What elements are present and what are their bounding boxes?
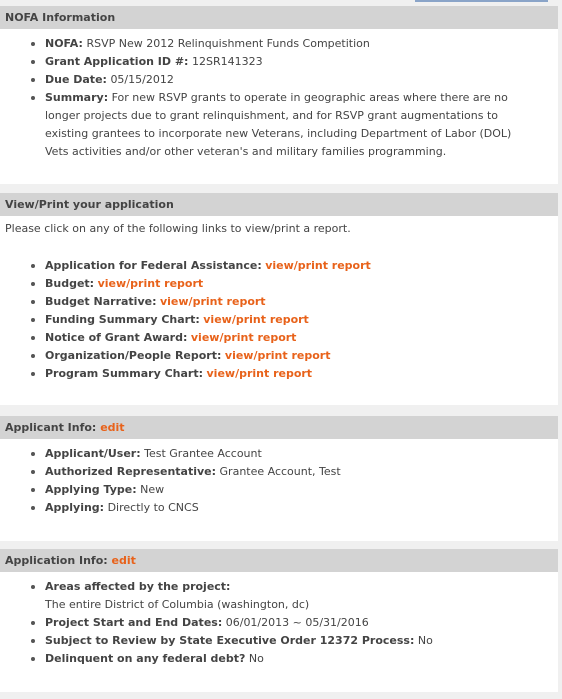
report-item-federal-assistance bbox=[0, 257, 558, 275]
report-item-program-summary bbox=[0, 365, 558, 383]
executive-order-value: No bbox=[417, 634, 433, 647]
application-header bbox=[0, 549, 558, 572]
applying-type-value: New bbox=[140, 483, 165, 496]
applicant-user-label: Applicant/User: bbox=[45, 447, 141, 460]
view-print-federal-assistance-link[interactable]: view/print report bbox=[265, 259, 371, 272]
applicant-section bbox=[0, 416, 558, 541]
summary-line-4: Vets activities and/or other veteran's and military families programming. bbox=[45, 145, 447, 158]
report-label: Notice of Grant Award: bbox=[45, 331, 188, 344]
due-date-item bbox=[0, 71, 558, 89]
application-list-2 bbox=[0, 614, 558, 668]
areas-affected-value: The entire District of Columbia (washington, dc) bbox=[45, 598, 310, 611]
delinquent-debt-item bbox=[0, 650, 558, 668]
summary-label: Summary: bbox=[45, 91, 109, 104]
report-label: Application for Federal Assistance: bbox=[45, 259, 262, 272]
applicant-header-title: Applicant Info: bbox=[5, 421, 97, 434]
areas-affected-label: Areas affected by the project: bbox=[45, 580, 231, 593]
nofa-list bbox=[0, 35, 558, 161]
executive-order-label: Subject to Review by State Executive Order 12372 Process: bbox=[45, 634, 415, 647]
applying-type-label: Applying Type: bbox=[45, 483, 137, 496]
delinquent-debt-label: Delinquent on any federal debt? bbox=[45, 652, 246, 665]
nofa-header: NOFA Information bbox=[0, 6, 558, 29]
top-tab-indicator bbox=[415, 0, 548, 2]
nofa-section bbox=[0, 6, 558, 184]
grant-id-item bbox=[0, 53, 558, 71]
applicant-list bbox=[0, 445, 558, 517]
authorized-rep-item bbox=[0, 463, 558, 481]
report-list bbox=[0, 257, 558, 383]
due-date-value: 05/15/2012 bbox=[110, 73, 174, 86]
view-print-organization-people-link[interactable]: view/print report bbox=[224, 349, 331, 362]
project-dates-label: Project Start and End Dates: bbox=[45, 616, 223, 629]
view-print-intro: Please click on any of the following links to view/print a report. bbox=[5, 222, 351, 235]
view-print-header: View/Print your application bbox=[0, 193, 558, 216]
nofa-label: NOFA: bbox=[45, 37, 83, 50]
report-label: Budget: bbox=[45, 277, 95, 290]
applying-item bbox=[0, 499, 558, 517]
executive-order-item bbox=[0, 632, 558, 650]
applying-value: Directly to CNCS bbox=[107, 501, 199, 514]
report-label: Organization/People Report: bbox=[45, 349, 222, 362]
application-section bbox=[0, 549, 558, 692]
nofa-value: RSVP New 2012 Relinquishment Funds Competition bbox=[86, 37, 370, 50]
due-date-label: Due Date: bbox=[45, 73, 107, 86]
project-dates-value: 06/01/2013 ~ 05/31/2016 bbox=[225, 616, 369, 629]
applying-label: Applying: bbox=[45, 501, 105, 514]
application-edit-link[interactable]: edit bbox=[111, 554, 136, 567]
grant-id-value: 12SR141323 bbox=[191, 55, 263, 68]
delinquent-debt-value: No bbox=[248, 652, 264, 665]
view-print-budget-narrative-link[interactable]: view/print report bbox=[159, 295, 266, 308]
report-label: Program Summary Chart: bbox=[45, 367, 203, 380]
application-list bbox=[0, 578, 558, 596]
applicant-edit-link[interactable]: edit bbox=[100, 421, 125, 434]
summary-item bbox=[0, 89, 558, 161]
applying-type-item bbox=[0, 481, 558, 499]
view-print-section bbox=[0, 193, 558, 405]
report-label: Funding Summary Chart: bbox=[45, 313, 200, 326]
grant-id-label: Grant Application ID #: bbox=[45, 55, 189, 68]
summary-line-1: For new RSVP grants to operate in geographic areas where there are no bbox=[111, 91, 508, 104]
report-label: Budget Narrative: bbox=[45, 295, 157, 308]
view-print-budget-link[interactable]: view/print report bbox=[97, 277, 204, 290]
report-item-budget bbox=[0, 275, 558, 293]
summary-line-2: longer projects due to grant relinquishment, and for RSVP grant augmentations to bbox=[45, 109, 498, 122]
applicant-user-item bbox=[0, 445, 558, 463]
nofa-item bbox=[0, 35, 558, 53]
authorized-rep-label: Authorized Representative: bbox=[45, 465, 217, 478]
authorized-rep-value: Grantee Account, Test bbox=[219, 465, 341, 478]
project-dates-item bbox=[0, 614, 558, 632]
areas-affected-item bbox=[0, 578, 558, 596]
applicant-user-value: Test Grantee Account bbox=[144, 447, 262, 460]
view-print-program-summary-link[interactable]: view/print report bbox=[206, 367, 313, 380]
report-item-budget-narrative bbox=[0, 293, 558, 311]
report-item-funding-summary bbox=[0, 311, 558, 329]
view-print-funding-summary-link[interactable]: view/print report bbox=[203, 313, 309, 326]
applicant-header bbox=[0, 416, 558, 439]
report-item-organization-people bbox=[0, 347, 558, 365]
application-header-title: Application Info: bbox=[5, 554, 108, 567]
summary-line-3: existing grantees to incorporate new Veterans, including Department of Labor (DOL) bbox=[45, 127, 512, 140]
report-item-notice-of-award bbox=[0, 329, 558, 347]
view-print-notice-of-award-link[interactable]: view/print report bbox=[190, 331, 297, 344]
